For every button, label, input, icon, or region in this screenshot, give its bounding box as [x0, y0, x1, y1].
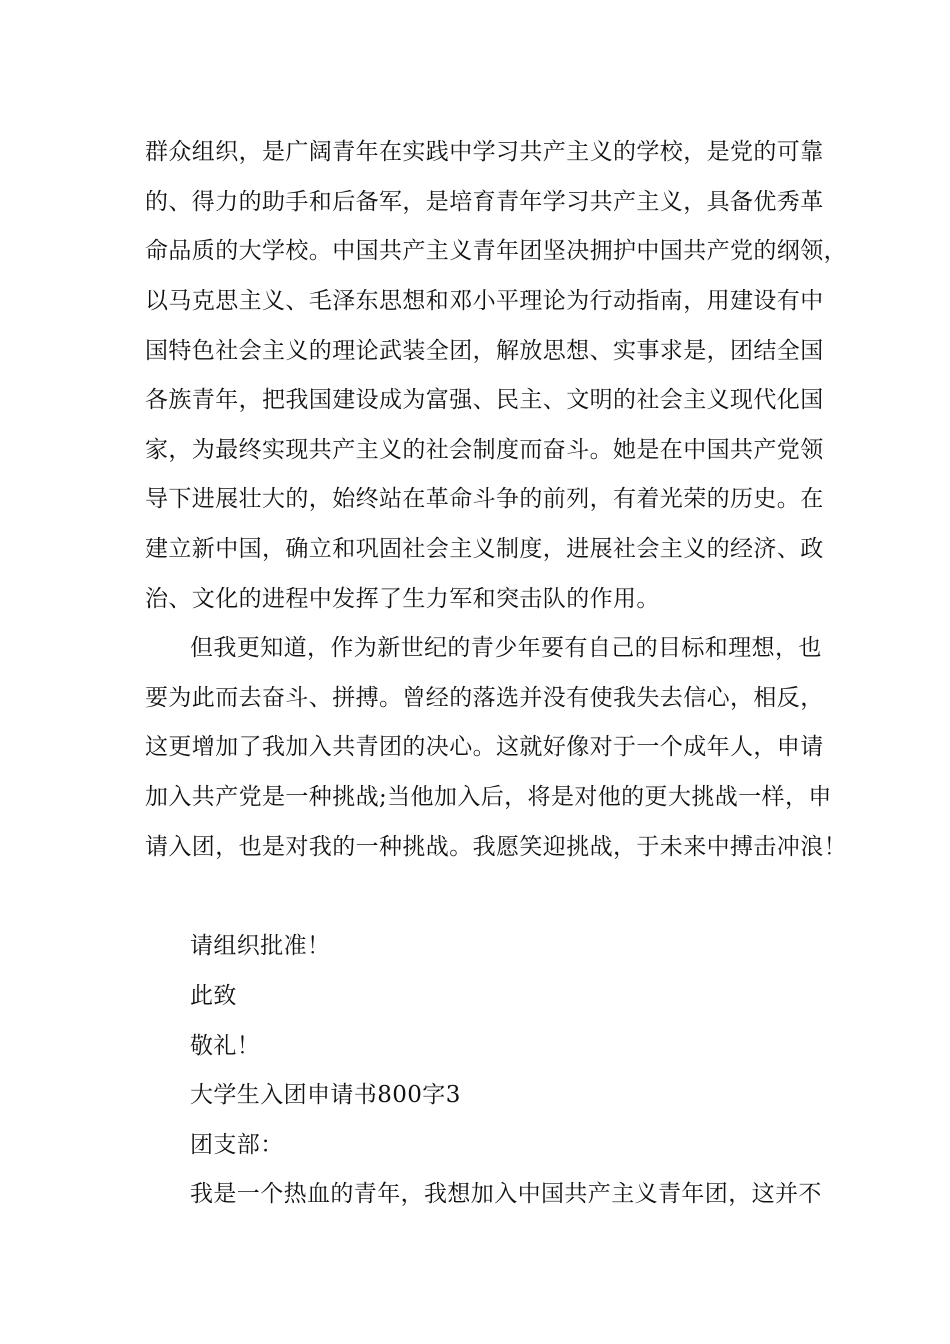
paragraph-line: 我是一个热血的青年，我想加入中国共产主义青年团，这并不 — [190, 1181, 822, 1207]
paragraph-line: 加入共产党是一种挑战;当他加入后，将是对他的更大挑战一样，申 — [145, 784, 832, 810]
paragraph-line: 这更增加了我加入共青团的决心。这就好像对于一个成年人，申请 — [145, 734, 824, 760]
letter-addressee: 团支部： — [190, 1132, 284, 1158]
paragraph-line: 请入团，也是对我的一种挑战。我愿笑迎挑战，于未来中搏击冲浪！ — [145, 834, 847, 860]
closing-salutation: 敬礼！ — [190, 1033, 261, 1059]
paragraph-line: 导下进展壮大的，始终站在革命斗争的前列，有着光荣的历史。在 — [145, 486, 824, 512]
paragraph-line: 家，为最终实现共产主义的社会制度而奋斗。她是在中国共产党领 — [145, 437, 824, 463]
paragraph-line: 群众组织，是广阔青年在实践中学习共产主义的学校，是党的可靠 — [145, 139, 824, 165]
letter-heading: 大学生入团申请书800字3 — [190, 1082, 461, 1108]
paragraph-line: 国特色社会主义的理论武装全团，解放思想、实事求是，团结全国 — [145, 338, 824, 364]
paragraph-line: 命品质的大学校。中国共产主义青年团坚决拥护中国共产党的纲领， — [145, 238, 847, 264]
paragraph-line: 以马克思主义、毛泽东思想和邓小平理论为行动指南，用建设有中 — [145, 288, 824, 314]
paragraph-line: 治、文化的进程中发挥了生力军和突击队的作用。 — [145, 586, 660, 612]
paragraph-line: 要为此而去奋斗、拼搏。曾经的落选并没有使我失去信心，相反， — [145, 685, 824, 711]
paragraph-line: 各族青年，把我国建设成为富强、民主、文明的社会主义现代化国 — [145, 387, 824, 413]
closing-salutation: 此致 — [190, 983, 237, 1009]
paragraph-line: 建立新中国，确立和巩固社会主义制度，进展社会主义的经济、政 — [145, 536, 824, 562]
closing-request: 请组织批准！ — [190, 933, 331, 959]
paragraph-line: 但我更知道，作为新世纪的青少年要有自己的目标和理想，也 — [190, 635, 822, 661]
paragraph-line: 的、得力的助手和后备军，是培育青年学习共产主义，具备优秀革 — [145, 189, 824, 215]
